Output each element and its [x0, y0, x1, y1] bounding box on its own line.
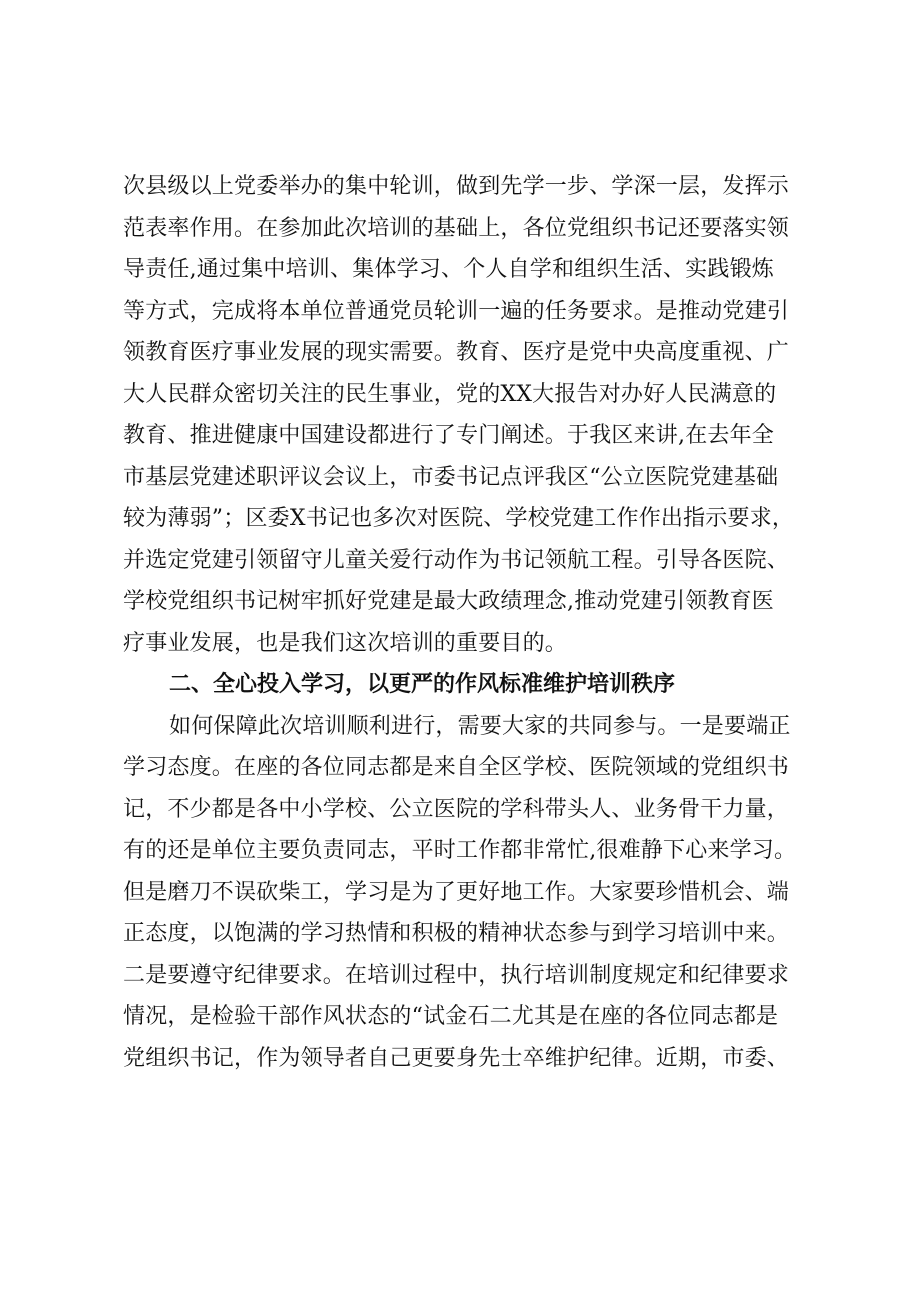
text-line: 如何保障此次培训顺利进行，需要大家的共同参与。一是要端正 [169, 713, 791, 739]
text-line: 市基层党建述职评议会议上，市委书记点评我区“公立医院党建基础 [123, 464, 779, 490]
text-line: 并选定党建引领留守儿童关爱行动作为书记领航工程。引导各医院、 [123, 547, 790, 573]
text-line: 领教育医疗事业发展的现实需要。教育、医疗是党中央高度重视、广 [123, 340, 790, 365]
text-line: 次县级以上党委举办的集中轮训，做到先学一步、学深一层，发挥示 [123, 174, 790, 199]
text-line: 正态度，以饱满的学习热情和积极的精神状态参与到学习培训中来。 [123, 921, 790, 946]
text-line: 有的还是单位主要负责同志，平时工作都非常忙,很难静下心来学习。 [123, 838, 797, 863]
document-body [123, 166, 828, 1079]
text-line: 疗事业发展，也是我们这次培训的重要目的。 [123, 630, 568, 656]
text-line: 二是要遵守纪律要求。在培训过程中，执行培训制度规定和纪律要求 [123, 962, 790, 988]
text-line: 党组织书记，作为领导者自己更要身先士卒维护纪律。近期，市委、 [123, 1045, 790, 1071]
text-line: 学习态度。在座的各位同志都是来自全区学校、医院领域的党组织书 [123, 755, 790, 780]
text-line: 记，不少都是各中小学校、公立医院的学科带头人、业务骨干力量， [123, 796, 790, 822]
text-line: 较为薄弱”；区委X书记也多次对医院、学校党建工作作出指示要求， [123, 506, 795, 531]
text-line: 导责任,通过集中培训、集体学习、个人自学和组织生活、实践锻炼 [123, 257, 774, 282]
text-line: 学校党组织书记树牢抓好党建是最大政绩理念,推动党建引领教育医 [123, 589, 774, 614]
section-heading: 二、全心投入学习，以更严的作风标准维护培训秩序 [169, 672, 676, 697]
text-line: 范表率作用。在参加此次培训的基础上，各位党组织书记还要落实领 [123, 215, 790, 241]
text-line: 情况，是检验干部作风状态的“试金石二尤其是在座的各位同志都是 [123, 1004, 779, 1029]
text-line: 等方式，完成将本单位普通党员轮训一遍的任务要求。是推动党建引 [123, 298, 790, 324]
text-line: 但是磨刀不误砍柴工，学习是为了更好地工作。大家要珍惜机会、端 [123, 879, 790, 905]
text-line: 教育、推进健康中国建设都进行了专门阐述。于我区来讲,在去年全 [123, 423, 774, 448]
text-line: 大人民群众密切关注的民生事业，党的XX大报告对办好人民满意的 [123, 381, 777, 407]
